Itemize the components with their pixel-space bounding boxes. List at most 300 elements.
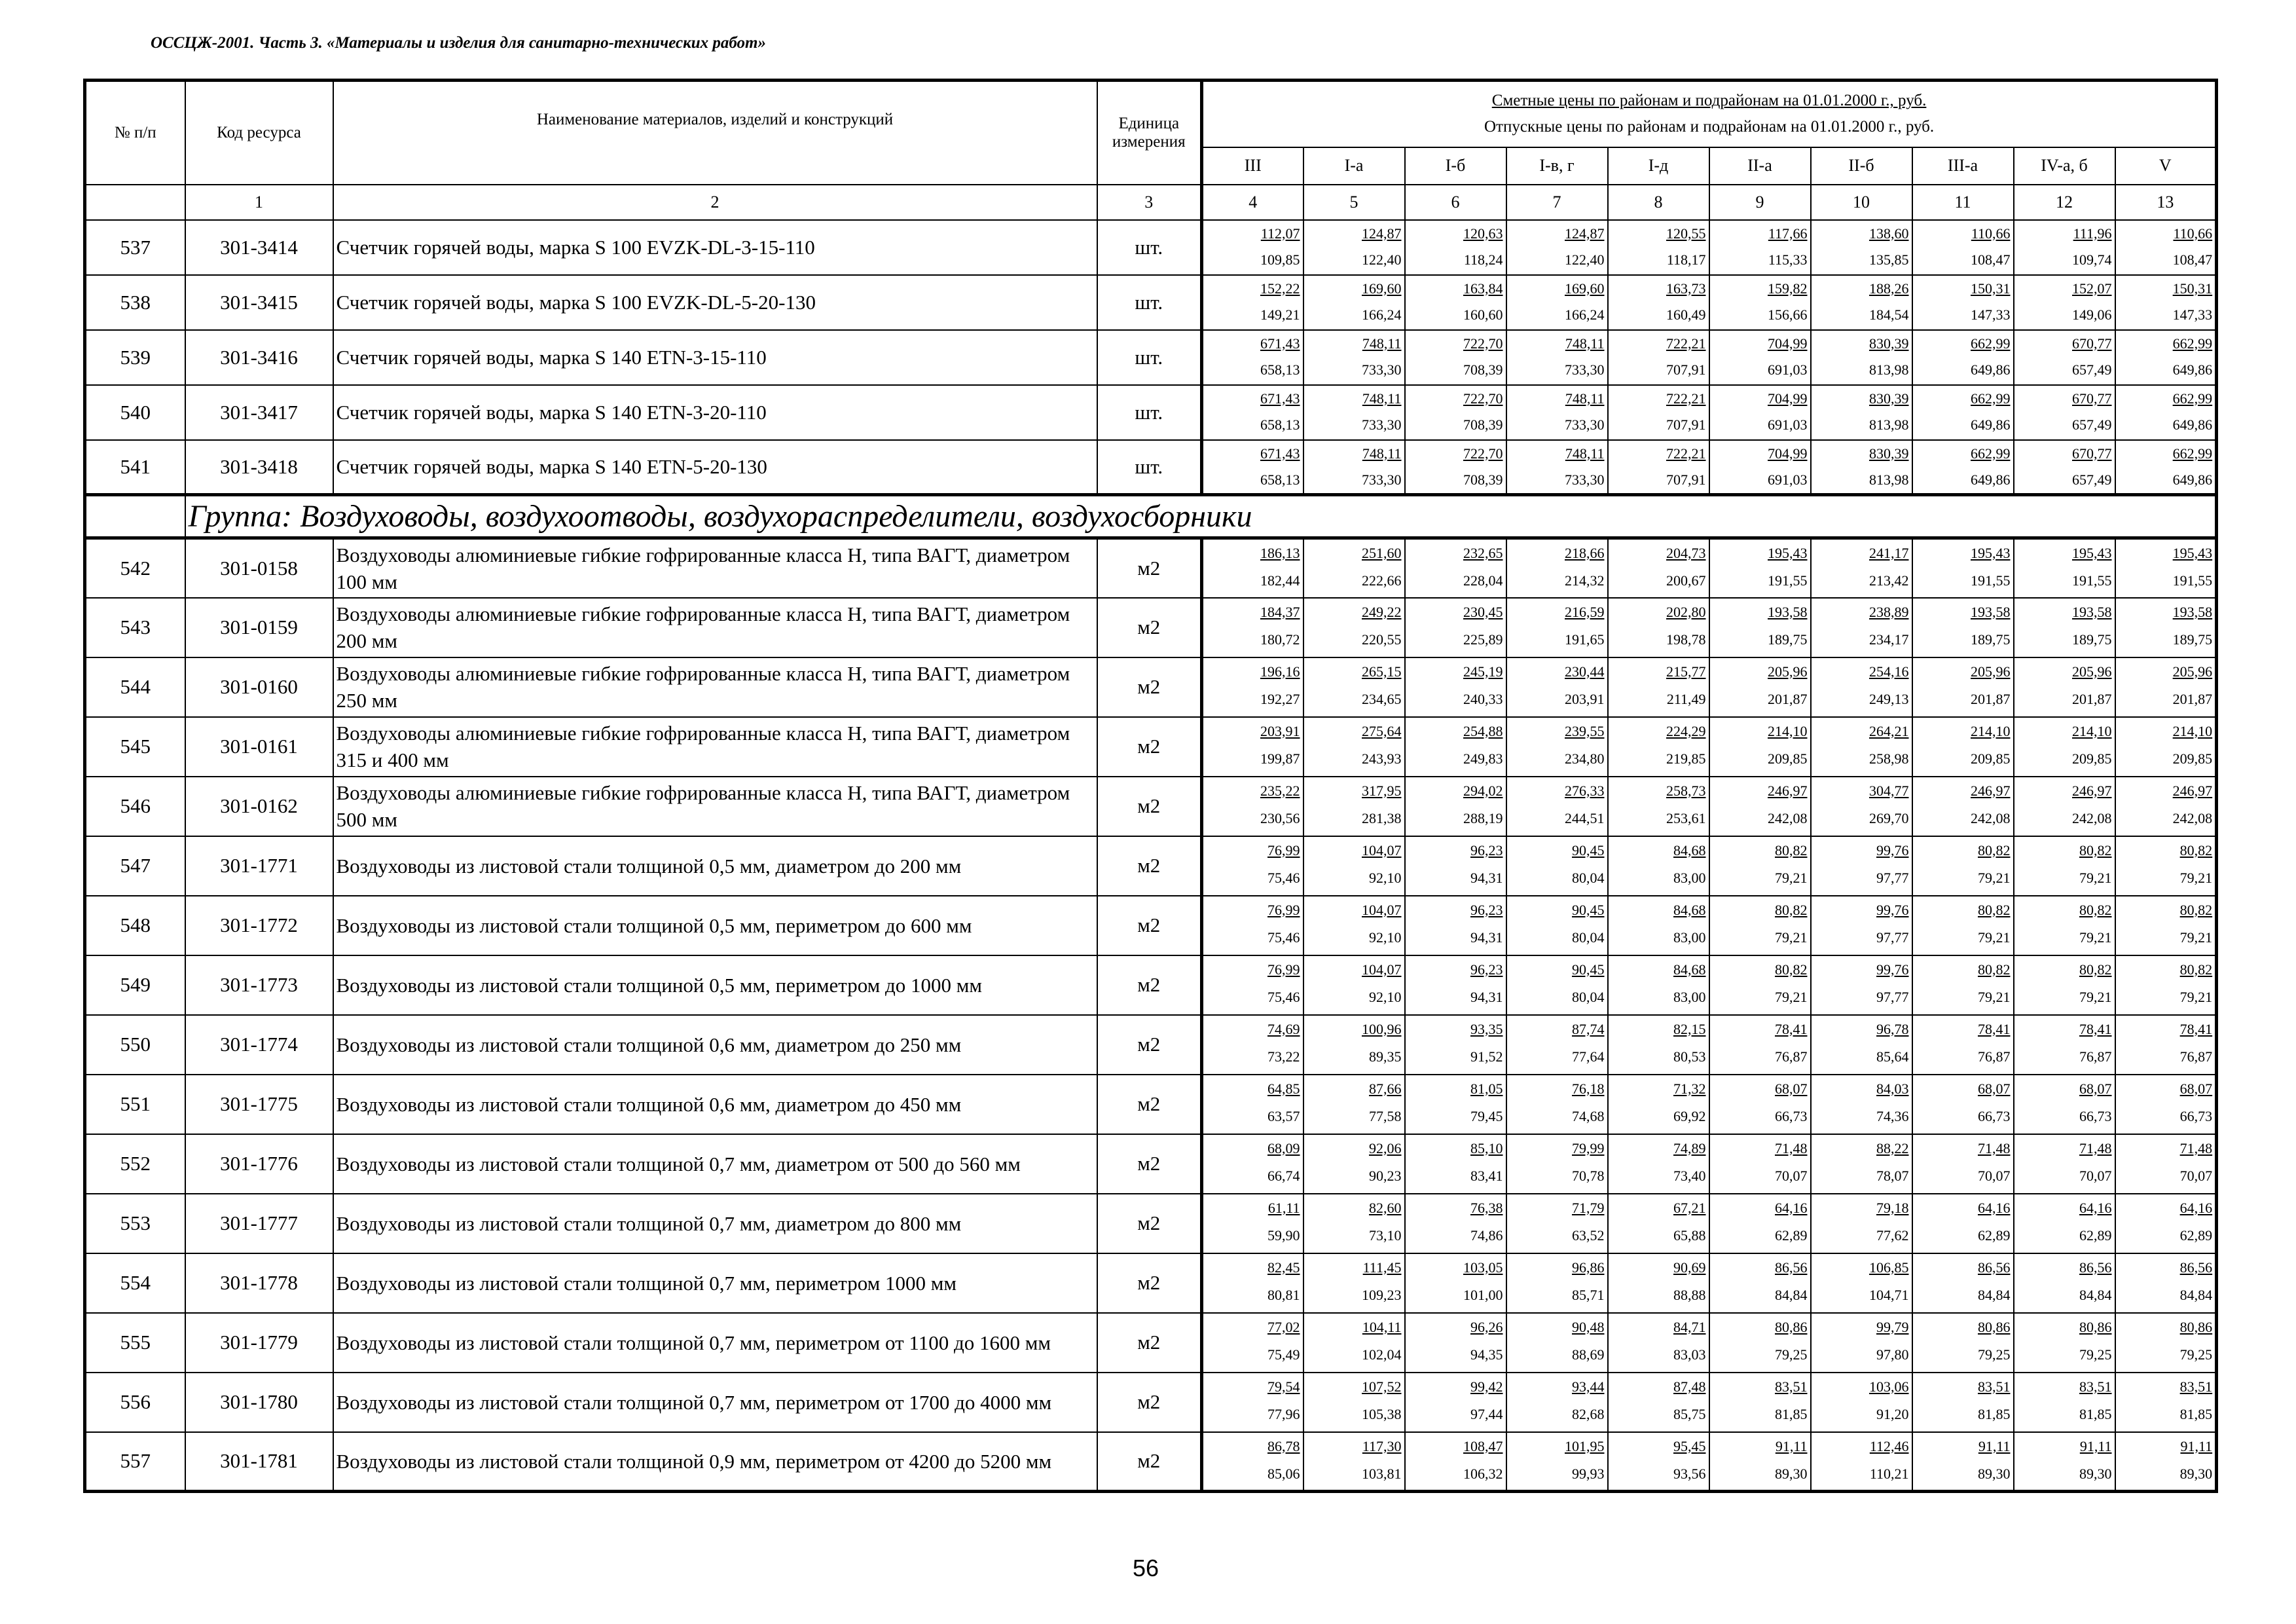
release-price: 222,66: [1362, 572, 1402, 589]
table-body-bottom: [85, 538, 2217, 1492]
estimated-price: 80,86: [2079, 1318, 2112, 1335]
release-price: 649,86: [2172, 471, 2213, 488]
price-cell: [1303, 1134, 1405, 1194]
estimated-price: 722,70: [1463, 335, 1503, 352]
release-price: 93,56: [1673, 1465, 1706, 1482]
estimated-price: 104,07: [1362, 841, 1402, 858]
estimated-price: 195,43: [2072, 545, 2112, 561]
price-cell: [1506, 538, 1608, 598]
estimated-price: 193,58: [1971, 603, 2011, 620]
release-price: 649,86: [1971, 471, 2011, 488]
row-number: 552: [85, 1134, 185, 1194]
price-cell: [1202, 598, 1303, 657]
release-price: 62,89: [2079, 1227, 2112, 1244]
price-cell: [1303, 598, 1405, 657]
row-number: 545: [85, 717, 185, 777]
estimated-price: 214,10: [2072, 722, 2112, 739]
material-name: Воздуховоды алюминиевые гибкие гофрированные класса Н, типа ВАГТ, диаметром 100 мм: [333, 538, 1097, 598]
estimated-price: 254,88: [1463, 722, 1503, 739]
release-price: 77,58: [1369, 1107, 1402, 1124]
estimated-price: 85,10: [1470, 1139, 1503, 1156]
resource-code: 301-1773: [185, 955, 333, 1015]
release-price: 79,21: [2079, 869, 2112, 886]
row-number: 556: [85, 1373, 185, 1432]
estimated-price: 78,41: [1978, 1020, 2011, 1037]
column-number-cell: 8: [1608, 185, 1709, 220]
estimated-price: 163,73: [1666, 280, 1706, 297]
table-row: [85, 1015, 2217, 1075]
release-price: 230,56: [1260, 809, 1300, 826]
estimated-price: 214,10: [1768, 722, 1808, 739]
estimated-price: 671,43: [1260, 390, 1300, 407]
price-cell: [1405, 717, 1506, 777]
estimated-price: 86,56: [1775, 1259, 1808, 1276]
price-cell: [1709, 1373, 1811, 1432]
price-cell: [1506, 1373, 1608, 1432]
price-cell: [1303, 1373, 1405, 1432]
unit-of-measure: м2: [1097, 717, 1202, 777]
release-price: 156,66: [1768, 306, 1808, 323]
release-price: 147,33: [2172, 306, 2213, 323]
release-price: 76,87: [1775, 1048, 1808, 1065]
release-price: 79,21: [2179, 869, 2213, 886]
price-cell: [2115, 1134, 2217, 1194]
estimated-price: 722,21: [1666, 390, 1706, 407]
material-name: Счетчик горячей воды, марка S 140 ETN-3-15-110: [333, 330, 1097, 385]
resource-code: 301-0160: [185, 657, 333, 717]
release-price: 85,06: [1267, 1465, 1300, 1482]
table-row: [85, 1432, 2217, 1492]
release-price: 733,30: [1565, 471, 1605, 488]
header-prices-release: Отпускные цены по районам и подрайонам на 01.01.2000 г., руб.: [1484, 118, 1935, 136]
estimated-price: 245,19: [1463, 663, 1503, 680]
release-price: 74,86: [1470, 1227, 1503, 1244]
estimated-price: 671,43: [1260, 335, 1300, 352]
estimated-price: 111,45: [1362, 1259, 1402, 1276]
release-price: 79,21: [2079, 988, 2112, 1005]
row-number: 554: [85, 1253, 185, 1313]
release-price: 658,13: [1260, 361, 1300, 378]
price-cell: [1608, 777, 1709, 836]
price-cell: [2014, 657, 2115, 717]
estimated-price: 92,06: [1369, 1139, 1402, 1156]
estimated-price: 722,21: [1666, 335, 1706, 352]
column-number-cell: 6: [1405, 185, 1506, 220]
release-price: 80,04: [1572, 929, 1605, 946]
estimated-price: 76,18: [1572, 1080, 1605, 1097]
release-price: 200,67: [1666, 572, 1706, 589]
row-number: 547: [85, 836, 185, 896]
price-cell: [1608, 1313, 1709, 1373]
price-cell: [1202, 275, 1303, 330]
estimated-price: 202,80: [1666, 603, 1706, 620]
row-number: 553: [85, 1194, 185, 1253]
price-cell: [2115, 717, 2217, 777]
price-cell: [1608, 657, 1709, 717]
release-price: 79,21: [1978, 988, 2011, 1005]
release-price: 79,21: [1978, 929, 2011, 946]
estimated-price: 84,68: [1673, 841, 1706, 858]
estimated-price: 152,22: [1260, 280, 1300, 297]
price-cell: [1912, 955, 2014, 1015]
estimated-price: 80,82: [2179, 961, 2213, 978]
price-cell: [1303, 657, 1405, 717]
price-cell: [2014, 1134, 2115, 1194]
price-cell: [1405, 896, 1506, 955]
release-price: 147,33: [1971, 306, 2011, 323]
release-price: 70,78: [1572, 1167, 1605, 1184]
release-price: 99,93: [1572, 1465, 1605, 1482]
estimated-price: 748,11: [1565, 335, 1605, 352]
estimated-price: 80,86: [1978, 1318, 2011, 1335]
estimated-price: 88,22: [1876, 1139, 1909, 1156]
release-price: 78,07: [1876, 1167, 1909, 1184]
estimated-price: 214,10: [1971, 722, 2011, 739]
resource-code: 301-3418: [185, 440, 333, 495]
table-row: [85, 717, 2217, 777]
estimated-price: 188,26: [1869, 280, 1909, 297]
price-cell: [1506, 896, 1608, 955]
estimated-price: 76,99: [1267, 841, 1300, 858]
price-cell: [2115, 1373, 2217, 1432]
release-price: 97,77: [1876, 929, 1909, 946]
price-cell: [2115, 330, 2217, 385]
table-row: [85, 538, 2217, 598]
estimated-price: 230,44: [1565, 663, 1605, 680]
estimated-price: 195,43: [1768, 545, 1808, 561]
price-cell: [1405, 1134, 1506, 1194]
release-price: 79,21: [2179, 988, 2213, 1005]
group-title: Группа: Воздуховоды, воздухоотводы, воздухораспределители, воздухосборники: [185, 495, 2217, 538]
release-price: 79,45: [1470, 1107, 1503, 1124]
release-price: 211,49: [1666, 690, 1706, 707]
estimated-price: 195,43: [1971, 545, 2011, 561]
region-header-cell: III: [1202, 147, 1303, 185]
release-price: 102,04: [1362, 1346, 1402, 1363]
release-price: 813,98: [1869, 416, 1909, 433]
price-cell: [1506, 717, 1608, 777]
price-cell: [2115, 1253, 2217, 1313]
release-price: 242,08: [2072, 809, 2112, 826]
release-price: 84,84: [2179, 1286, 2213, 1303]
release-price: 118,24: [1463, 251, 1503, 268]
release-price: 79,25: [2179, 1346, 2213, 1363]
estimated-price: 216,59: [1565, 603, 1605, 620]
price-cell: [1608, 1432, 1709, 1492]
price-cell: [1506, 1015, 1608, 1075]
price-cell: [1202, 1313, 1303, 1373]
price-cell: [1303, 275, 1405, 330]
price-cell: [1506, 598, 1608, 657]
release-price: 182,44: [1260, 572, 1300, 589]
estimated-price: 80,82: [1978, 901, 2011, 918]
price-cell: [2014, 538, 2115, 598]
release-price: 122,40: [1565, 251, 1605, 268]
estimated-price: 68,09: [1267, 1139, 1300, 1156]
estimated-price: 150,31: [2172, 280, 2213, 297]
price-cell: [1912, 836, 2014, 896]
estimated-price: 159,82: [1768, 280, 1808, 297]
estimated-price: 238,89: [1869, 603, 1909, 620]
resource-code: 301-1774: [185, 1015, 333, 1075]
region-header-cell: II-а: [1709, 147, 1811, 185]
release-price: 234,65: [1362, 690, 1402, 707]
estimated-price: 193,58: [2172, 603, 2213, 620]
release-price: 657,49: [2072, 361, 2112, 378]
release-price: 79,25: [2079, 1346, 2112, 1363]
estimated-price: 87,66: [1369, 1080, 1402, 1097]
table-row: [85, 1253, 2217, 1313]
price-cell: [1202, 836, 1303, 896]
release-price: 228,04: [1463, 572, 1503, 589]
estimated-price: 304,77: [1869, 782, 1909, 799]
table-row: [85, 1373, 2217, 1432]
release-price: 59,90: [1267, 1227, 1300, 1244]
estimated-price: 106,85: [1869, 1259, 1909, 1276]
release-price: 79,21: [1775, 988, 1808, 1005]
region-header-cell: I-д: [1608, 147, 1709, 185]
estimated-price: 96,78: [1876, 1020, 1909, 1037]
release-price: 70,07: [2079, 1167, 2112, 1184]
release-price: 88,88: [1673, 1286, 1706, 1303]
estimated-price: 214,10: [2172, 722, 2213, 739]
resource-code: 301-1777: [185, 1194, 333, 1253]
estimated-price: 117,30: [1362, 1437, 1402, 1454]
unit-of-measure: м2: [1097, 896, 1202, 955]
estimated-price: 76,38: [1470, 1199, 1503, 1216]
price-cell: [2115, 440, 2217, 495]
row-number: 541: [85, 440, 185, 495]
price-cell: [1709, 657, 1811, 717]
release-price: 91,20: [1876, 1405, 1909, 1422]
release-price: 106,32: [1463, 1465, 1503, 1482]
estimated-price: 91,11: [1978, 1437, 2011, 1454]
release-price: 201,87: [1971, 690, 2011, 707]
material-name: Счетчик горячей воды, марка S 100 EVZK-DL-3-15-110: [333, 220, 1097, 275]
release-price: 79,25: [1978, 1346, 2011, 1363]
price-cell: [1303, 777, 1405, 836]
estimated-price: 722,21: [1666, 445, 1706, 462]
region-header-cell: I-б: [1405, 147, 1506, 185]
price-cell: [1912, 330, 2014, 385]
price-cell: [2014, 598, 2115, 657]
unit-of-measure: м2: [1097, 1432, 1202, 1492]
estimated-price: 184,37: [1260, 603, 1300, 620]
row-number: 542: [85, 538, 185, 598]
estimated-price: 152,07: [2072, 280, 2112, 297]
estimated-price: 76,99: [1267, 901, 1300, 918]
release-price: 708,39: [1463, 361, 1503, 378]
material-name: Счетчик горячей воды, марка S 100 EVZK-DL-5-20-130: [333, 275, 1097, 330]
release-price: 149,06: [2072, 306, 2112, 323]
price-cell: [1811, 275, 1912, 330]
price-cell: [1709, 1194, 1811, 1253]
price-cell: [1912, 598, 2014, 657]
price-cell: [1709, 777, 1811, 836]
material-name: Счетчик горячей воды, марка S 140 ETN-5-20-130: [333, 440, 1097, 495]
release-price: 104,71: [1869, 1286, 1909, 1303]
price-cell: [1405, 1253, 1506, 1313]
estimated-price: 71,32: [1673, 1080, 1706, 1097]
price-cell: [1608, 836, 1709, 896]
unit-of-measure: шт.: [1097, 220, 1202, 275]
estimated-price: 64,16: [1775, 1199, 1808, 1216]
estimated-price: 103,05: [1463, 1259, 1503, 1276]
price-cell: [1303, 385, 1405, 440]
price-cell: [1709, 1134, 1811, 1194]
release-price: 199,87: [1260, 750, 1300, 767]
release-price: 708,39: [1463, 416, 1503, 433]
price-cell: [1202, 220, 1303, 275]
price-cell: [2115, 1313, 2217, 1373]
group-empty-cell: [85, 495, 185, 538]
region-header-cell: V: [2115, 147, 2217, 185]
release-price: 63,57: [1267, 1107, 1300, 1124]
price-cell: [1303, 1432, 1405, 1492]
price-cell: [2014, 330, 2115, 385]
estimated-price: 93,35: [1470, 1020, 1503, 1037]
estimated-price: 748,11: [1362, 390, 1402, 407]
estimated-price: 68,07: [1775, 1080, 1808, 1097]
release-price: 109,85: [1260, 251, 1300, 268]
price-cell: [2115, 538, 2217, 598]
release-price: 198,78: [1666, 631, 1706, 648]
release-price: 76,87: [2079, 1048, 2112, 1065]
price-cell: [1811, 1075, 1912, 1134]
estimated-price: 254,16: [1869, 663, 1909, 680]
release-price: 109,23: [1362, 1286, 1402, 1303]
release-price: 192,27: [1260, 690, 1300, 707]
table-row: [85, 777, 2217, 836]
price-cell: [1303, 538, 1405, 598]
release-price: 244,51: [1565, 809, 1605, 826]
price-cell: [1303, 1253, 1405, 1313]
release-price: 83,03: [1673, 1346, 1706, 1363]
price-cell: [1405, 385, 1506, 440]
header-name: Наименование материалов, изделий и конструкций: [333, 81, 1097, 185]
estimated-price: 68,07: [2179, 1080, 2213, 1097]
release-price: 70,07: [2179, 1167, 2213, 1184]
release-price: 79,21: [1775, 929, 1808, 946]
release-price: 733,30: [1565, 416, 1605, 433]
price-cell: [2014, 836, 2115, 896]
price-cell: [2014, 385, 2115, 440]
release-price: 91,52: [1470, 1048, 1503, 1065]
estimated-price: 830,39: [1869, 390, 1909, 407]
price-cell: [2115, 1015, 2217, 1075]
release-price: 191,55: [1768, 572, 1808, 589]
price-cell: [1202, 717, 1303, 777]
price-cell: [1608, 1075, 1709, 1134]
estimated-price: 95,45: [1673, 1437, 1706, 1454]
table-row: [85, 896, 2217, 955]
release-price: 234,17: [1869, 631, 1909, 648]
release-price: 63,52: [1572, 1227, 1605, 1244]
price-cell: [1202, 1134, 1303, 1194]
estimated-price: 704,99: [1768, 390, 1808, 407]
estimated-price: 87,48: [1673, 1378, 1706, 1395]
release-price: 160,49: [1666, 306, 1706, 323]
estimated-price: 71,48: [1978, 1139, 2011, 1156]
price-cell: [1506, 657, 1608, 717]
unit-of-measure: м2: [1097, 1134, 1202, 1194]
release-price: 80,04: [1572, 988, 1605, 1005]
estimated-price: 264,21: [1869, 722, 1909, 739]
estimated-price: 748,11: [1362, 335, 1402, 352]
price-cell: [1405, 1075, 1506, 1134]
material-name: Счетчик горячей воды, марка S 140 ETN-3-20-110: [333, 385, 1097, 440]
resource-code: 301-3415: [185, 275, 333, 330]
price-cell: [1811, 1253, 1912, 1313]
price-cell: [1709, 1253, 1811, 1313]
price-cell: [1811, 777, 1912, 836]
estimated-price: 205,96: [1971, 663, 2011, 680]
price-cell: [1811, 836, 1912, 896]
unit-of-measure: м2: [1097, 955, 1202, 1015]
price-cell: [1709, 385, 1811, 440]
release-price: 209,85: [2072, 750, 2112, 767]
price-cell: [1912, 275, 2014, 330]
estimated-price: 93,44: [1572, 1378, 1605, 1395]
resource-code: 301-3416: [185, 330, 333, 385]
estimated-price: 99,76: [1876, 841, 1909, 858]
release-price: 166,24: [1362, 306, 1402, 323]
estimated-price: 76,99: [1267, 961, 1300, 978]
estimated-price: 249,22: [1362, 603, 1402, 620]
estimated-price: 662,99: [1971, 445, 2011, 462]
estimated-price: 80,82: [2079, 901, 2112, 918]
price-cell: [1912, 1432, 2014, 1492]
release-price: 77,96: [1267, 1405, 1300, 1422]
price-cell: [1405, 1373, 1506, 1432]
estimated-price: 90,45: [1572, 841, 1605, 858]
material-name: Воздуховоды из листовой стали толщиной 0,5 мм, диаметром до 200 мм: [333, 836, 1097, 896]
material-name: Воздуховоды из листовой стали толщиной 0,9 мм, периметром от 4200 до 5200 мм: [333, 1432, 1097, 1492]
release-price: 209,85: [1768, 750, 1808, 767]
unit-of-measure: шт.: [1097, 440, 1202, 495]
estimated-price: 79,18: [1876, 1199, 1909, 1216]
row-number: 539: [85, 330, 185, 385]
region-header-cell: I-а: [1303, 147, 1405, 185]
release-price: 191,55: [2072, 572, 2112, 589]
header-prices-estimated: Сметные цены по районам и подрайонам на 01.01.2000 г., руб.: [1491, 92, 1927, 110]
release-price: 110,21: [1869, 1465, 1909, 1482]
price-cell: [1912, 777, 2014, 836]
price-cell: [1811, 955, 1912, 1015]
estimated-price: 74,69: [1267, 1020, 1300, 1037]
release-price: 73,40: [1673, 1167, 1706, 1184]
estimated-price: 86,78: [1267, 1437, 1300, 1454]
price-cell: [1202, 657, 1303, 717]
release-price: 70,07: [1775, 1167, 1808, 1184]
resource-code: 301-0161: [185, 717, 333, 777]
release-price: 74,36: [1876, 1107, 1909, 1124]
material-name: Воздуховоды из листовой стали толщиной 0,7 мм, диаметром от 500 до 560 мм: [333, 1134, 1097, 1194]
release-price: 94,31: [1470, 929, 1503, 946]
estimated-price: 124,87: [1362, 225, 1402, 242]
table-row: [85, 598, 2217, 657]
price-cell: [1202, 1015, 1303, 1075]
release-price: 97,44: [1470, 1405, 1503, 1422]
price-cell: [1811, 538, 1912, 598]
release-price: 101,00: [1463, 1286, 1503, 1303]
material-name: Воздуховоды из листовой стали толщиной 0,7 мм, диаметром до 800 мм: [333, 1194, 1097, 1253]
release-price: 79,21: [1978, 869, 2011, 886]
estimated-price: 120,63: [1463, 225, 1503, 242]
release-price: 234,80: [1565, 750, 1605, 767]
release-price: 649,86: [1971, 361, 2011, 378]
price-cell: [2115, 955, 2217, 1015]
